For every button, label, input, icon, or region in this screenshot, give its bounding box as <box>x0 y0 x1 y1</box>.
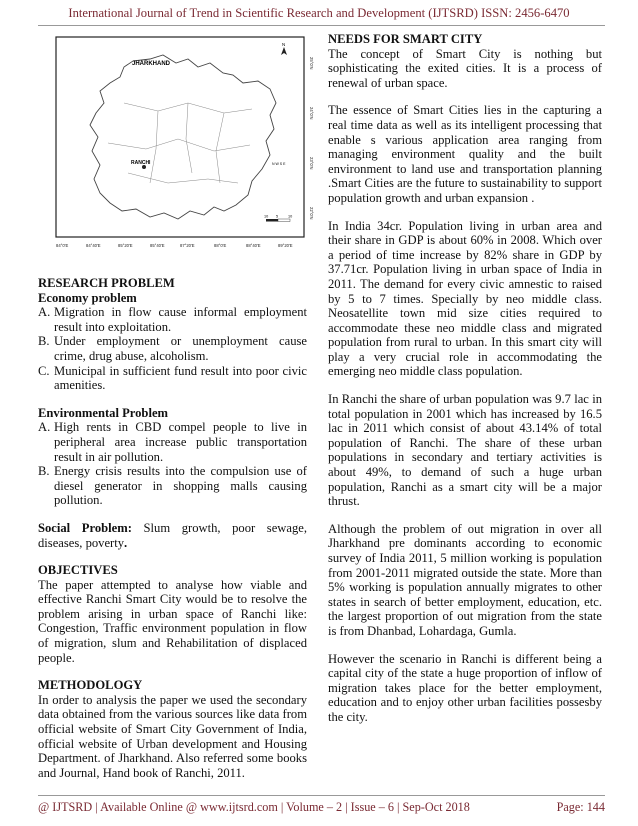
inset-label: N W S E <box>272 162 286 166</box>
list-item: C. Municipal in sufficient fund result into poor civic amenities. <box>38 363 307 393</box>
journal-header: International Journal of Trend in Scientific Research and Development (IJTSRD) ISSN: 2456-6470 <box>68 6 570 20</box>
header-rule <box>38 25 605 26</box>
economy-problem-heading: Economy problem <box>38 290 137 305</box>
lon-tick-labels <box>56 243 293 248</box>
lon-tick: 84°0'E <box>56 243 69 248</box>
page-footer <box>38 800 605 815</box>
lat-tick: 23°0'N <box>309 157 314 170</box>
lon-tick: 88°0'E <box>214 243 227 248</box>
left-column <box>38 276 307 793</box>
map-label-city: RANCHI <box>131 160 151 166</box>
lat-tick: 24°0'N <box>309 107 314 120</box>
paragraph: Although the problem of out migration in over all Jharkhand pre dominants according to economic survey of India 2011, 5 million working is population from 2001-2011 migrated outside the state. More than 5% working is population annually migrates to other states in search of better employment, education, etc. the largest proportion of out migration from the state is from Dhanbad, Lohardaga, Gumla. <box>328 521 602 638</box>
map-frame <box>56 37 304 237</box>
lon-tick: 85°40'E <box>150 243 165 248</box>
needs-heading: NEEDS FOR SMART CITY <box>328 32 483 46</box>
scale-label-0: 10 <box>264 214 269 219</box>
paragraph: In India 34cr. Population living in urban area and their share in GDP is about 60% in 2008. Which over a period of time increase by 82% share in GDP by 37.71cr. Population living in urban space of India in 2011. The demand for every civic amnestic to raised by 5 to 7 times. Specially by neo middle class. Neosatellite town mid size cities required to accommodate these neo middle class and migrated population from rural to urban. In this smart city will play a very crucial role in accommodating the emerging neo middle class population. <box>328 218 602 379</box>
footer-rule <box>38 795 605 796</box>
footer-citation[interactable]: @ IJTSRD | Available Online @ www.ijtsrd.com | Volume – 2 | Issue – 6 | Sep-Oct 2018 <box>38 800 470 814</box>
paragraph: The essence of Smart Cities lies in the capturing a real time data as well as its intelligent processing that enable s various application area ranging from managing environment quality and the built environment to land use and transportation planning .Smart Cities are the future to sustainability to support population growth and urban expansion . <box>328 103 602 205</box>
paragraph: However the scenario in Ranchi is different being a capital city of the state a huge proportion of inflow of migration takes place for the better employment, education and to enjoy other urban facilities possesby the city. <box>328 651 602 724</box>
methodology-heading: METHODOLOGY <box>38 678 143 693</box>
jharkhand-map-figure <box>38 33 313 261</box>
lat-tick-labels <box>309 57 314 220</box>
environmental-problem-list <box>38 420 307 508</box>
map-label-state: JHARKHAND <box>132 61 171 67</box>
lon-tick: 89°20'E <box>278 243 293 248</box>
lon-tick: 87°20'E <box>180 243 195 248</box>
north-letter: N <box>282 42 286 47</box>
list-item: A. High rents in CBD compel people to live in peripheral area increase public transportation result in air pollution. <box>38 420 307 464</box>
scale-label-2: 10 <box>288 214 293 219</box>
lat-tick: 25°0'N <box>309 57 314 70</box>
environmental-problem-heading: Environmental Problem <box>38 405 169 420</box>
methodology-paragraph: In order to analysis the paper we used the secondary data obtained from the various sources like data from official website of Smart City Government of India, official website of Urban development and Housing Department. of Jharkhand. Also referred some books and Journal, Hand book of Ranchi, 2011. <box>38 692 307 780</box>
list-item: A. Migration in flow cause informal employment result into exploitation. <box>38 305 307 334</box>
economy-problem-list <box>38 305 307 393</box>
research-problem-heading: RESEARCH PROBLEM <box>38 276 175 290</box>
paragraph: The concept of Smart City is nothing but sophisticating the exited cities. It is a process of renewal of urban space. <box>328 46 602 90</box>
objectives-paragraph: The paper attempted to analyse how viable and effective Ranchi Smart City would be to resolve the problem arising in urban space of Ranchi like: Congestion, Traffic environment population in flow of migration, slum and Rehabilitation of displaced people. <box>38 577 307 665</box>
page-number: Page: 144 <box>556 800 605 814</box>
right-column <box>328 32 602 738</box>
paragraph: In Ranchi the share of urban population was 9.7 lac in total population in 2001 which has increased by 16.5 lac in 2011 which consist of about 43.14% of total population of Ranchi. The share of these urban populations in secondary and tertiary activities is about 49%, to demand of such a huge urban population, Ranchi as a smart city will be a major thrust. <box>328 392 602 509</box>
social-problem-paragraph: Social Problem: Slum growth, poor sewage, diseases, poverty. <box>38 520 308 550</box>
lon-tick: 84°40'E <box>86 243 101 248</box>
lon-tick: 88°40'E <box>246 243 261 248</box>
lat-tick: 22°0'N <box>309 207 314 220</box>
lon-tick: 85°20'E <box>118 243 133 248</box>
objectives-heading: OBJECTIVES <box>38 563 118 578</box>
list-item: B. Under employment or unemployment cause crime, drug abuse, alcoholism. <box>38 334 307 363</box>
scale-label-1: 5 <box>276 214 279 219</box>
list-item: B. Energy crisis results into the compulsion use of diesel generator in shopping malls causing pollution. <box>38 464 307 508</box>
